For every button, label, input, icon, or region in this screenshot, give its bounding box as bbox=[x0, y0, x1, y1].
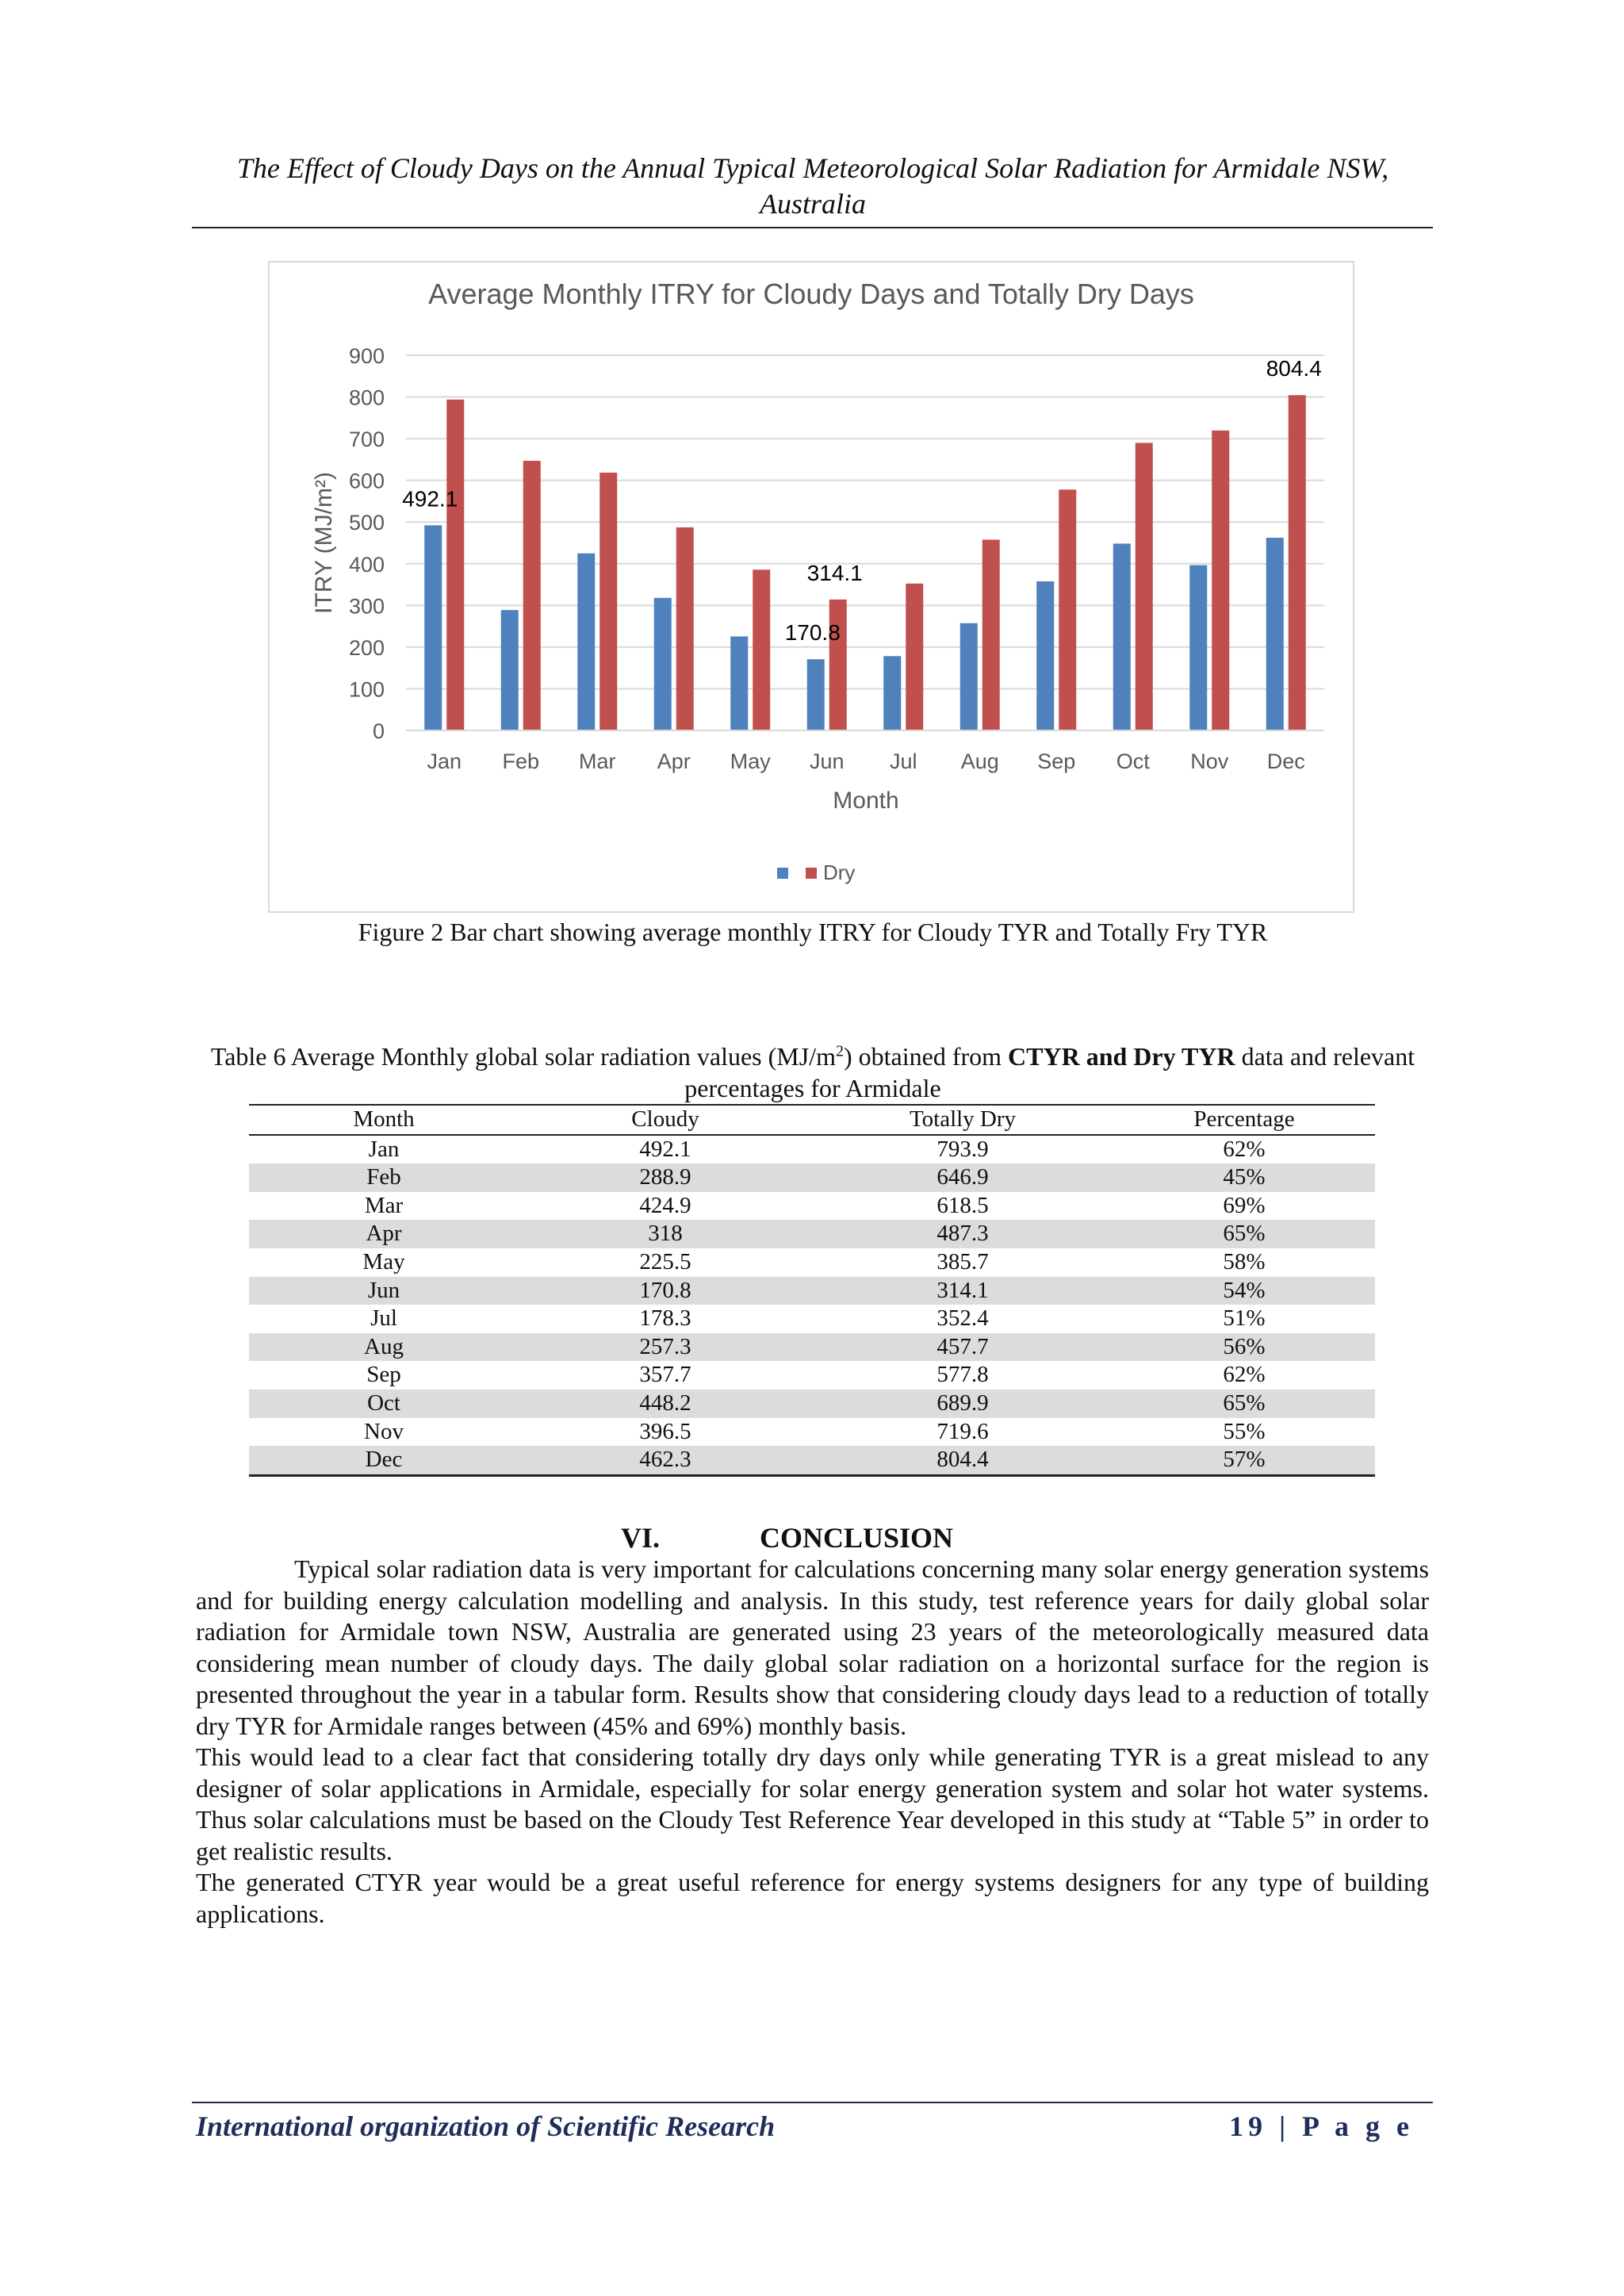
table-row bbox=[249, 1361, 1375, 1389]
cell-month: Jan bbox=[368, 1136, 400, 1162]
bar-dry-jan bbox=[446, 400, 464, 730]
cell-totally-dry: 385.7 bbox=[936, 1248, 989, 1274]
cell-cloudy: 225.5 bbox=[639, 1248, 691, 1274]
radiation-table bbox=[249, 1104, 1375, 1477]
cell-cloudy: 424.9 bbox=[639, 1192, 691, 1218]
y-tick-label: 200 bbox=[348, 635, 385, 660]
cell-percentage: 54% bbox=[1223, 1277, 1266, 1303]
chart-title: Average Monthly ITRY for Cloudy Days and Totally Dry Days bbox=[428, 278, 1194, 310]
cell-percentage: 69% bbox=[1223, 1192, 1266, 1218]
bar-cloudy-may bbox=[730, 636, 748, 730]
table-caption-prefix: Table 6 Average Monthly global solar radiation values (MJ/m bbox=[210, 1042, 836, 1071]
table-caption-suffix: data and relevant percentages for Armidale bbox=[684, 1042, 1415, 1102]
cell-totally-dry: 577.8 bbox=[936, 1362, 989, 1388]
table-body bbox=[249, 1135, 1375, 1476]
cell-percentage: 57% bbox=[1223, 1447, 1266, 1473]
cell-percentage: 58% bbox=[1223, 1248, 1266, 1274]
bar-cloudy-jan bbox=[424, 525, 442, 730]
cell-cloudy: 462.3 bbox=[639, 1447, 691, 1473]
y-tick-label: 0 bbox=[372, 719, 385, 743]
cell-month: Sep bbox=[366, 1362, 401, 1388]
cell-totally-dry: 646.9 bbox=[936, 1164, 989, 1190]
legend-swatch-dry bbox=[806, 868, 817, 879]
cell-percentage: 56% bbox=[1223, 1333, 1266, 1359]
x-tick-label: Dec bbox=[1266, 749, 1305, 773]
data-label: 804.4 bbox=[1266, 356, 1322, 381]
bar-chart bbox=[270, 263, 1353, 911]
cell-totally-dry: 689.9 bbox=[936, 1389, 989, 1416]
conclusion-body bbox=[196, 1554, 1429, 1930]
column-header-cloudy: Cloudy bbox=[631, 1106, 699, 1132]
x-tick-label: May bbox=[730, 749, 771, 773]
cell-totally-dry: 793.9 bbox=[936, 1136, 989, 1162]
bar-dry-apr bbox=[676, 527, 694, 730]
y-tick-label: 800 bbox=[348, 385, 385, 410]
bar-dry-aug bbox=[982, 539, 1000, 730]
bar-dry-sep bbox=[1059, 489, 1076, 730]
bar-cloudy-nov bbox=[1189, 565, 1207, 730]
footer-divider bbox=[192, 2102, 1433, 2103]
running-header-title: The Effect of Cloudy Days on the Annual Typical Meteorological Solar Radiation for Armidale NSW, Australia bbox=[236, 152, 1389, 220]
chart-frame bbox=[268, 261, 1354, 913]
table-row bbox=[249, 1163, 1375, 1192]
cell-month: Oct bbox=[367, 1389, 400, 1416]
cell-cloudy: 170.8 bbox=[639, 1277, 691, 1303]
x-tick-label: Jun bbox=[809, 749, 845, 773]
y-axis-label: ITRY (MJ/m²) bbox=[311, 472, 337, 614]
x-tick-label: Feb bbox=[502, 749, 540, 773]
table-row bbox=[249, 1333, 1375, 1362]
y-tick-label: 500 bbox=[348, 511, 385, 535]
bar-dry-feb bbox=[523, 461, 541, 730]
bar-dry-jun bbox=[829, 600, 847, 730]
cell-totally-dry: 352.4 bbox=[936, 1305, 989, 1332]
cell-cloudy: 448.2 bbox=[639, 1389, 691, 1416]
legend-swatch-cloudy bbox=[777, 868, 788, 879]
table-row bbox=[249, 1192, 1375, 1221]
cell-totally-dry: 618.5 bbox=[936, 1192, 989, 1218]
cell-cloudy: 257.3 bbox=[639, 1333, 691, 1359]
bar-cloudy-oct bbox=[1113, 543, 1131, 730]
conclusion-paragraph: Typical solar radiation data is very important for calculations concerning many solar energy generation systems and for building energy calculation modelling and analysis. In this study, test reference years for daily global solar radiation for Armidale town NSW, Australia are generated using 23 years of the meteorologically measured data considering mean number of cloudy days. The daily global solar radiation on a horizontal surface for the region is presented throughout the year in a tabular form. Results show that considering cloudy days lead to a reduction of totally dry TYR for Armidale ranges between (45% and 69%) monthly basis. bbox=[196, 1554, 1429, 1740]
table-caption-mid: ) obtained from bbox=[843, 1042, 1009, 1071]
column-header-percentage: Percentage bbox=[1193, 1106, 1295, 1132]
cell-cloudy: 178.3 bbox=[639, 1305, 691, 1332]
bar-cloudy-dec bbox=[1266, 538, 1284, 730]
footer-organization: International organization of Scientific Research bbox=[196, 2110, 776, 2142]
table-row bbox=[249, 1305, 1375, 1333]
x-tick-label: Mar bbox=[579, 749, 616, 773]
table-caption bbox=[190, 1041, 1435, 1104]
cell-percentage: 65% bbox=[1223, 1389, 1266, 1416]
conclusion-paragraph: This would lead to a clear fact that considering totally dry days only while generating TYR is a great mislead to any designer of solar applications in Armidale, especially for solar energy generation system and solar hot water systems. Thus solar calculations must be based on the Cloudy Test Reference Year developed in this study at “Table 5” in order to get realistic results. bbox=[196, 1742, 1429, 1865]
cell-month: Aug bbox=[364, 1333, 404, 1359]
bar-cloudy-aug bbox=[960, 623, 978, 730]
y-tick-label: 700 bbox=[348, 427, 385, 452]
bar-cloudy-mar bbox=[577, 554, 595, 730]
conclusion-paragraph: The generated CTYR year would be a great useful reference for energy systems designers for any type of building applications. bbox=[196, 1868, 1429, 1928]
bar-dry-mar bbox=[599, 473, 617, 730]
y-tick-label: 300 bbox=[348, 594, 385, 619]
cell-percentage: 65% bbox=[1223, 1221, 1266, 1247]
cell-totally-dry: 487.3 bbox=[936, 1221, 989, 1247]
cell-month: Jun bbox=[367, 1277, 400, 1303]
cell-totally-dry: 457.7 bbox=[936, 1333, 989, 1359]
data-label: 314.1 bbox=[806, 560, 863, 585]
cell-cloudy: 492.1 bbox=[639, 1136, 691, 1162]
bar-cloudy-apr bbox=[654, 598, 672, 730]
section-title: CONCLUSION bbox=[760, 1522, 954, 1554]
bar-dry-nov bbox=[1212, 431, 1229, 730]
cell-cloudy: 396.5 bbox=[639, 1418, 691, 1444]
bar-cloudy-sep bbox=[1036, 581, 1054, 730]
x-tick-label: Jan bbox=[427, 749, 462, 773]
cell-month: Apr bbox=[366, 1221, 402, 1247]
cell-month: Jul bbox=[370, 1305, 397, 1332]
bar-cloudy-feb bbox=[501, 610, 519, 730]
x-tick-label: Jul bbox=[889, 749, 917, 773]
table-caption-superscript: 2 bbox=[835, 1042, 844, 1060]
bar-cloudy-jul bbox=[883, 656, 901, 730]
cell-percentage: 51% bbox=[1223, 1305, 1266, 1332]
column-header-totally-dry: Totally Dry bbox=[909, 1106, 1017, 1132]
cell-totally-dry: 804.4 bbox=[936, 1447, 989, 1473]
x-tick-label: Apr bbox=[657, 749, 691, 773]
cell-totally-dry: 719.6 bbox=[936, 1418, 989, 1444]
y-tick-label: 400 bbox=[348, 552, 385, 577]
legend-label-dry: Dry bbox=[823, 861, 856, 884]
table-header-row bbox=[249, 1105, 1375, 1135]
bar-dry-dec bbox=[1289, 395, 1306, 730]
x-tick-label: Nov bbox=[1190, 749, 1229, 773]
cell-percentage: 62% bbox=[1223, 1136, 1266, 1162]
table-row bbox=[249, 1389, 1375, 1418]
cell-totally-dry: 314.1 bbox=[936, 1277, 989, 1303]
table-row bbox=[249, 1277, 1375, 1305]
x-tick-label: Sep bbox=[1037, 749, 1076, 773]
bar-dry-may bbox=[753, 569, 770, 730]
section-number: VI. bbox=[621, 1522, 661, 1554]
cell-month: Feb bbox=[366, 1164, 401, 1190]
bar-dry-jul bbox=[906, 584, 923, 730]
cell-cloudy: 357.7 bbox=[639, 1362, 691, 1388]
cell-month: Nov bbox=[364, 1418, 404, 1444]
data-label: 170.8 bbox=[784, 620, 841, 646]
header-divider bbox=[192, 227, 1433, 228]
x-tick-label: Aug bbox=[960, 749, 999, 773]
table-row bbox=[249, 1135, 1375, 1164]
bar-dry-oct bbox=[1136, 443, 1153, 730]
cell-cloudy: 288.9 bbox=[639, 1164, 691, 1190]
cell-month: May bbox=[362, 1248, 405, 1274]
x-axis-label: Month bbox=[833, 788, 899, 814]
table-row bbox=[249, 1248, 1375, 1277]
figure-caption: Figure 2 Bar chart showing average monthly ITRY for Cloudy TYR and Totally Fry TYR bbox=[358, 918, 1268, 946]
cell-percentage: 55% bbox=[1223, 1418, 1266, 1444]
section-heading bbox=[190, 1521, 1435, 1556]
y-tick-label: 600 bbox=[348, 469, 385, 493]
footer-page-number: 19 | P a g e bbox=[1229, 2110, 1414, 2142]
cell-cloudy: 318 bbox=[648, 1221, 683, 1247]
column-header-month: Month bbox=[353, 1106, 415, 1132]
y-tick-label: 100 bbox=[348, 677, 385, 702]
cell-month: Dec bbox=[365, 1447, 403, 1473]
table-row bbox=[249, 1446, 1375, 1475]
table-row bbox=[249, 1418, 1375, 1447]
data-label: 492.1 bbox=[402, 486, 458, 512]
table-row bbox=[249, 1220, 1375, 1248]
table-caption-bold: CTYR and Dry TYR bbox=[1008, 1042, 1235, 1071]
y-tick-label: 900 bbox=[348, 344, 385, 368]
cell-month: Mar bbox=[364, 1192, 404, 1218]
cell-percentage: 62% bbox=[1223, 1362, 1266, 1388]
bar-cloudy-jun bbox=[807, 659, 825, 730]
cell-percentage: 45% bbox=[1223, 1164, 1266, 1190]
x-tick-label: Oct bbox=[1116, 749, 1150, 773]
